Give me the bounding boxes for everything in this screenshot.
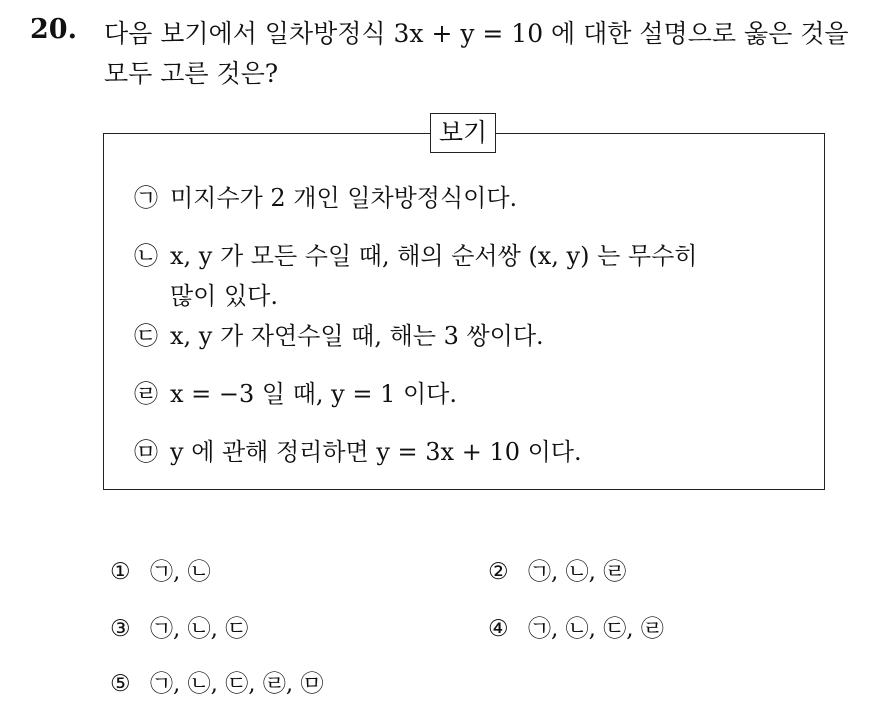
choice-text: ㉠, ㉡, ㉢ [150,616,249,642]
choice-text: ㉠, ㉡, ㉢, ㉣ [528,616,664,642]
question-stem [104,14,874,94]
choice-text: ㉠, ㉡, ㉢, ㉣, ㉤ [150,671,324,697]
choice-2[interactable] [488,555,626,589]
bogi-item-text: x, y 가 모든 수일 때, 해의 순서쌍 (x, y) 는 무수히 [170,242,698,270]
choice-1[interactable] [110,555,211,589]
bogi-item-5 [134,432,582,472]
bogi-item-mark: ㉢ [134,322,158,350]
question-stem-line-1: 다음 보기에서 일차방정식 3x + y = 10 에 대한 설명으로 옳은 것을 [104,19,849,48]
bogi-item-text: 미지수가 2 개인 일차방정식이다. [170,184,518,212]
choice-5[interactable] [110,667,324,701]
bogi-item-mark: ㉠ [134,184,158,212]
bogi-item-2 [134,236,697,316]
choice-number: ④ [488,616,509,642]
choice-text: ㉠, ㉡ [150,559,211,585]
bogi-item-3 [134,316,544,356]
bogi-item-mark: ㉤ [134,438,158,466]
question-number: 20. [30,14,77,45]
choice-number: ① [110,559,131,585]
bogi-item-text: x = −3 일 때, y = 1 이다. [170,380,457,408]
bogi-title: 보기 [430,113,496,153]
bogi-item-mark: ㉡ [134,242,158,270]
bogi-item-1 [134,178,517,218]
choice-3[interactable] [110,612,248,646]
bogi-item-text: x, y 가 자연수일 때, 해는 3 쌍이다. [170,322,544,350]
question-stem-line-2: 모두 고른 것은? [104,59,279,88]
bogi-item-text-continuation: 많이 있다. [170,282,278,310]
choice-number: ⑤ [110,671,131,697]
bogi-item-mark: ㉣ [134,380,158,408]
bogi-item-4 [134,374,457,414]
choice-number: ② [488,559,509,585]
bogi-item-text: y 에 관해 정리하면 y = 3x + 10 이다. [170,438,582,466]
choice-4[interactable] [488,612,664,646]
choice-text: ㉠, ㉡, ㉣ [528,559,627,585]
choice-number: ③ [110,616,131,642]
